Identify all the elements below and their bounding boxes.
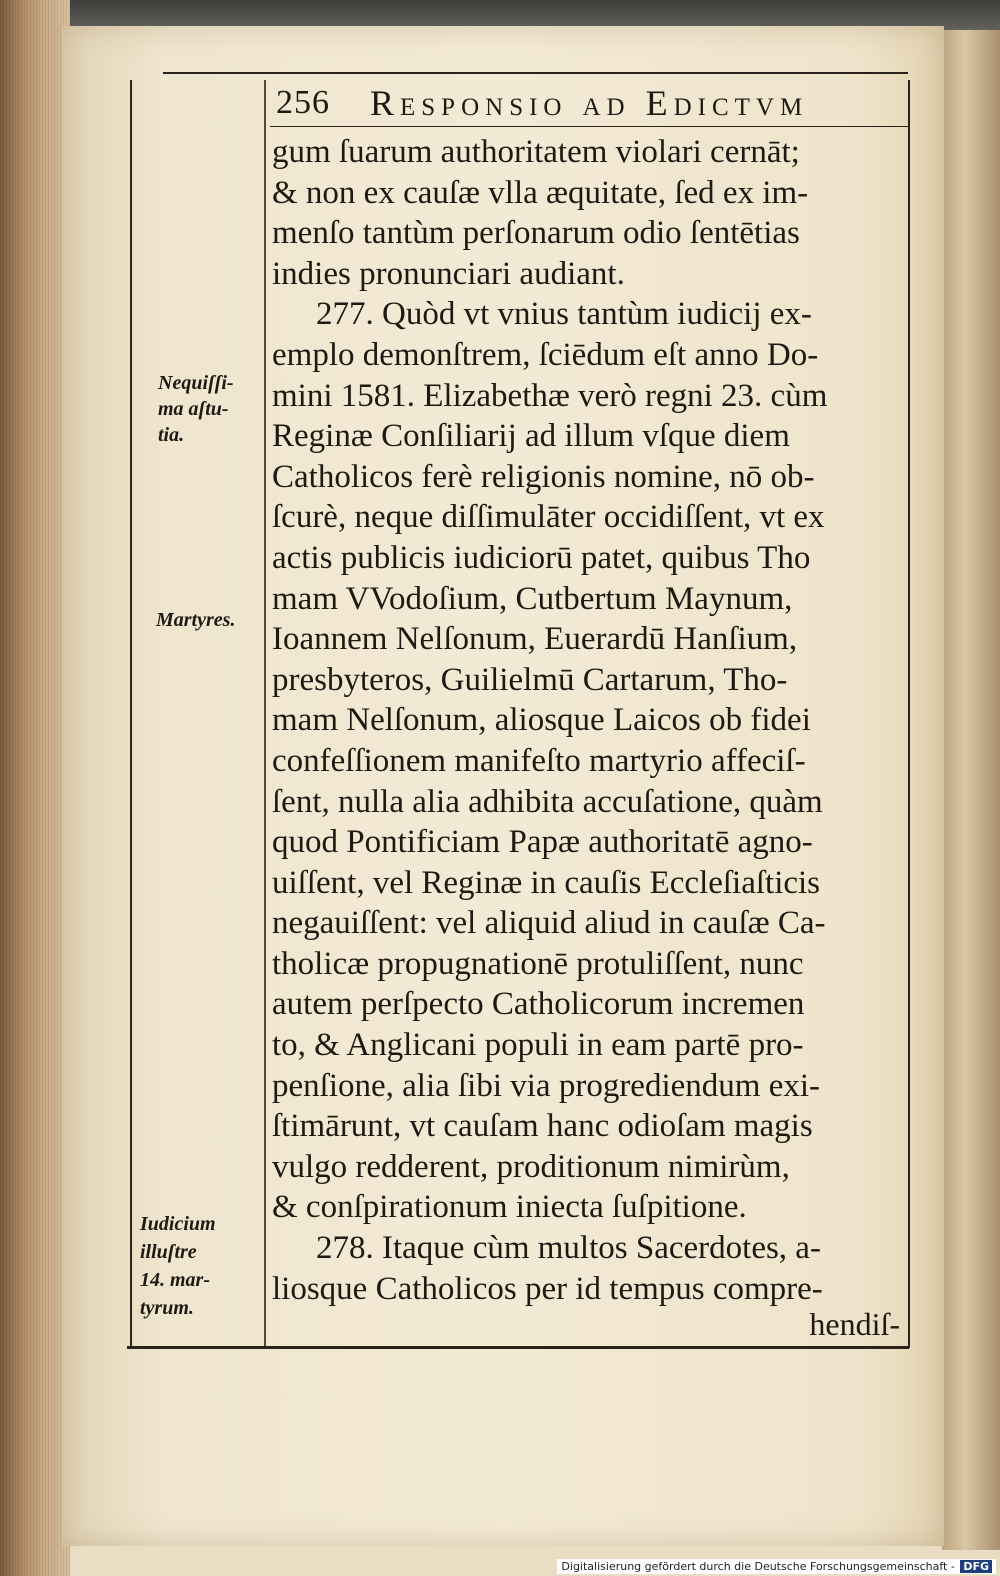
text-line: tholicæ propugnationē protuliſſent, nunc [272, 945, 804, 982]
text-line: liosque Catholicos per id tempus compre- [272, 1270, 823, 1307]
text-line: actis publicis iudiciorū patet, quibus Tho [272, 539, 811, 576]
margin-note-line: illuſtre [140, 1241, 197, 1263]
margin-note-line: tyrum. [140, 1297, 194, 1319]
footer-text: Digitalisierung gefördert durch die Deutsche Forschungsgemeinschaft - [561, 1560, 955, 1573]
text-line: quod Pontificiam Papæ authoritatē agno- [272, 824, 813, 861]
catchword: hendiſ- [809, 1306, 900, 1342]
text-line: to, & Anglicani populi in eam partē pro- [272, 1027, 804, 1064]
text-line: gum ſuarum authoritatem violari cernāt; [272, 134, 800, 170]
margin-note-line: 14. mar- [140, 1269, 210, 1291]
head-rule [270, 126, 908, 127]
body-text [272, 132, 904, 1309]
margin-note-line: Martyres. [156, 609, 236, 631]
dfg-logo: DFG [960, 1560, 992, 1573]
margin-note-line: Iudicium [140, 1213, 216, 1235]
text-line: negauiſſent: vel aliquid aliud in cauſæ Ca- [272, 905, 826, 942]
margin-note-nequissima [158, 370, 234, 448]
bottom-rule [127, 1346, 909, 1349]
text-line: menſo tantùm perſonarum odio ſentētias [272, 215, 800, 252]
top-rule [163, 72, 908, 74]
text-line: ſcurè, neque diſſimulāter occidiſſent, vt ex [272, 499, 825, 536]
book-page-edges-right [942, 30, 1000, 1550]
digitization-footer [557, 1559, 996, 1574]
text-line: mam VVodoſium, Cutbertum Maynum, [272, 580, 793, 617]
margin-note-iudicium [140, 1210, 216, 1322]
text-line: 277. Quòd vt vnius tantùm iudicij ex- [316, 296, 812, 333]
margin-note-martyres [156, 607, 235, 633]
running-head [270, 80, 906, 126]
text-line: ſent, nulla alia adhibita accuſatione, quàm [272, 783, 823, 820]
text-line: confeſſionem manifeſto martyrio affeciſ- [272, 742, 806, 779]
margin-rule [264, 80, 266, 1348]
text-line: 278. Itaque cùm multos Sacerdotes, a- [316, 1230, 821, 1267]
page-number: 256 [276, 84, 330, 121]
text-line: emplo demonſtrem, ſciēdum eſt anno Do- [272, 336, 819, 373]
text-line: Ioannem Nelſonum, Euerardū Hanſium, [272, 621, 798, 658]
text-line: ſtimārunt, vt cauſam hanc odioſam magis [272, 1108, 813, 1145]
text-line: indies pronunciari audiant. [272, 255, 625, 292]
margin-note-line: ma aſtu- [158, 398, 229, 420]
text-line: autem perſpecto Catholicorum incremen [272, 986, 805, 1023]
text-line: & non ex cauſæ vlla æquitate, ſed ex im- [272, 174, 809, 211]
running-title: Responsio ad Edictvm [370, 83, 809, 123]
text-line: penſione, alia ſibi via progrediendum exi- [272, 1067, 820, 1104]
text-line: & conſpirationum iniecta ſuſpitione. [272, 1189, 747, 1226]
text-line: presbyteros, Guilielmū Cartarum, Tho- [272, 661, 788, 698]
text-line: Reginæ Conſiliarij ad illum vſque diem [272, 418, 790, 455]
margin-note-line: Nequiſſi- [158, 372, 234, 394]
text-line: mam Nelſonum, aliosque Laicos ob fidei [272, 702, 811, 739]
text-line: Catholicos ferè religionis nomine, nō ob- [272, 458, 815, 495]
margin-note-line: tia. [158, 424, 185, 446]
text-line: mini 1581. Elizabethæ verò regni 23. cùm [272, 377, 828, 414]
text-line: uiſſent, vel Reginæ in cauſis Eccleſiaſticis [272, 864, 821, 901]
text-line: vulgo redderent, proditionum nimirùm, [272, 1148, 790, 1185]
book-page-edges-left [0, 0, 70, 1576]
